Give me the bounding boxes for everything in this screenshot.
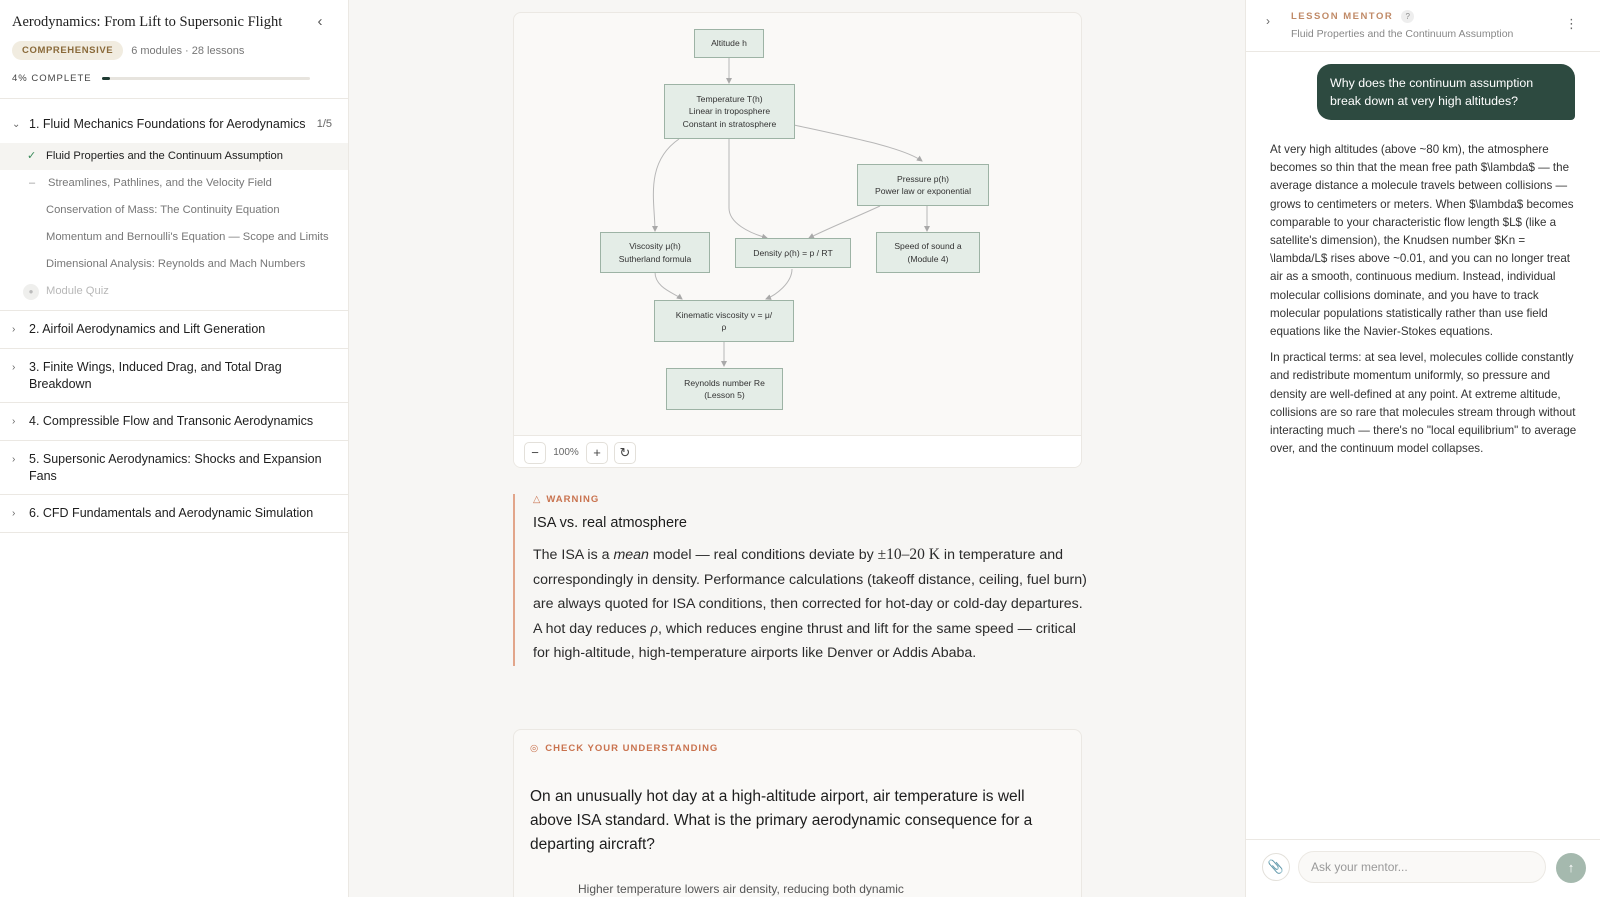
node-kinematic-viscosity: Kinematic viscosity ν = μ/ ρ: [654, 300, 794, 342]
mentor-header: [1246, 0, 1600, 52]
module-title: 6. CFD Fundamentals and Aerodynamic Simulation: [29, 506, 314, 520]
module-4-header[interactable]: [0, 403, 348, 440]
course-header: [0, 0, 348, 99]
check-understanding-card: [513, 729, 1082, 897]
message-composer: [1246, 839, 1600, 897]
node-density: Density ρ(h) = p / RT: [735, 238, 851, 268]
warning-callout: [513, 494, 1088, 666]
warning-title: ISA vs. real atmosphere: [533, 515, 687, 531]
module-title: 2. Airfoil Aerodynamics and Lift Generation: [29, 322, 266, 336]
module-title: 1. Fluid Mechanics Foundations for Aerodynamics: [29, 117, 306, 131]
lesson-label: Conservation of Mass: The Continuity Equation: [46, 204, 280, 216]
module-1-header[interactable]: [0, 99, 348, 143]
assistant-message: [1270, 141, 1582, 458]
node-speed-of-sound: Speed of sound a (Module 4): [876, 232, 980, 273]
edge-viscosity-kinematic: [655, 272, 682, 299]
progress-fill: [102, 77, 110, 80]
level-badge: COMPREHENSIVE: [12, 41, 123, 60]
send-button[interactable]: [1556, 853, 1586, 883]
module-5-header[interactable]: [0, 441, 348, 494]
user-message: Why does the continuum assumption break down at very high altitudes?: [1317, 64, 1575, 120]
zoom-in-button[interactable]: +: [586, 442, 608, 464]
node-altitude: Altitude h: [694, 29, 764, 58]
chevron-right-icon: ›: [12, 362, 16, 373]
module-4: [0, 403, 348, 441]
attach-icon[interactable]: 📎: [1262, 853, 1290, 881]
lesson-item[interactable]: [0, 170, 348, 197]
course-meta: [12, 41, 336, 60]
lesson-item[interactable]: [0, 143, 348, 170]
module-6-header[interactable]: [0, 495, 348, 532]
target-icon: ◎: [530, 743, 540, 754]
lesson-label: Momentum and Bernoulli's Equation — Scope and Limits: [46, 231, 329, 243]
more-options-icon[interactable]: ⋮: [1565, 16, 1578, 31]
mentor-input[interactable]: [1298, 851, 1546, 883]
module-progress-count: 1/5: [316, 118, 332, 130]
module-5: [0, 441, 348, 495]
lesson-label: Dimensional Analysis: Reynolds and Mach Numbers: [46, 258, 306, 270]
warning-label: △ WARNING: [533, 494, 600, 505]
check-icon: ✓: [27, 150, 37, 162]
lesson-item[interactable]: [0, 197, 348, 224]
quiz-label: Module Quiz: [46, 285, 109, 297]
course-progress: [12, 73, 336, 84]
dash-icon: –: [29, 177, 36, 189]
diagram-connectors: [514, 13, 1082, 435]
course-sidebar: [0, 0, 349, 897]
edge-temperature-viscosity: [653, 139, 679, 231]
help-icon[interactable]: ?: [1401, 10, 1414, 23]
module-3: [0, 349, 348, 403]
module-quiz-item[interactable]: [0, 278, 348, 310]
zoom-controls: [514, 435, 1082, 468]
node-temperature: Temperature T(h) Linear in troposphere Constant in stratosphere: [664, 84, 795, 139]
check-question: On an unusually hot day at a high-altitude airport, air temperature is well above ISA standard. What is the primary aerodynamic consequence for a departing aircraft?: [530, 788, 1033, 853]
module-title: 3. Finite Wings, Induced Drag, and Total Drag Breakdown: [29, 360, 282, 391]
lesson-item[interactable]: [0, 251, 348, 278]
chevron-right-icon[interactable]: ›: [1266, 14, 1270, 28]
check-label: ◎ CHECK YOUR UNDERSTANDING: [530, 743, 719, 754]
progress-bar: [102, 77, 310, 80]
edge-density-kinematic: [766, 269, 792, 299]
node-reynolds: Reynolds number Re (Lesson 5): [666, 368, 783, 410]
course-meta-text: 6 modules · 28 lessons: [131, 44, 245, 57]
lesson-label: Fluid Properties and the Continuum Assumption: [46, 150, 283, 162]
edge-temperature-pressure: [794, 125, 922, 161]
mentor-panel: [1245, 0, 1600, 897]
module-2: [0, 311, 348, 349]
course-title: Aerodynamics: From Lift to Supersonic Flight: [12, 14, 283, 30]
edge-pressure-density: [809, 206, 880, 238]
node-viscosity: Viscosity μ(h) Sutherland formula: [600, 232, 710, 273]
module-title: 4. Compressible Flow and Transonic Aerodynamics: [29, 414, 314, 428]
module-3-header[interactable]: [0, 349, 348, 402]
lesson-content: [349, 0, 1245, 897]
node-pressure: Pressure p(h) Power law or exponential: [857, 164, 989, 206]
module-2-header[interactable]: [0, 311, 348, 348]
progress-label: 4% COMPLETE: [12, 73, 92, 84]
arrow-up-icon: ↑: [1567, 860, 1575, 875]
assistant-paragraph: In practical terms: at sea level, molecules collide constantly and redistribute momentum uniformly, so pressure and density are well-defined at any point. At extreme altitude, collisions are so rare that molecules stream through without interacting much — there's no "local equilibrium" to average over, and the continuum model collapses.: [1270, 351, 1577, 456]
answer-option[interactable]: Higher temperature lowers air density, reducing both dynamic: [578, 882, 904, 896]
warning-icon: △: [533, 494, 542, 505]
zoom-level: 100%: [553, 447, 579, 458]
reset-icon[interactable]: ↻: [614, 442, 636, 464]
warning-body: The ISA is a mean model — real conditions deviate by ±10–20 K in temperature and correspondingly in density. Performance calculations (takeoff distance, ceiling, fuel burn) are always quoted for ISA conditions, then corrected for hot-day or cold-day departures. A hot day reduces ρ, which reduces engine thrust and lift for the same speed — critical for high-altitude, high-temperature airports like Denver or Addis Ababa.: [533, 546, 1087, 662]
chevron-down-icon: ⌄: [12, 119, 21, 130]
edge-temperature-density: [729, 139, 767, 238]
collapse-sidebar-icon[interactable]: ‹: [317, 13, 323, 30]
lock-icon: ●: [23, 284, 39, 300]
module-1: [0, 99, 348, 311]
flow-diagram: [513, 12, 1082, 468]
zoom-out-button[interactable]: −: [524, 442, 546, 464]
chevron-right-icon: ›: [12, 324, 16, 335]
chevron-right-icon: ›: [12, 508, 16, 519]
assistant-paragraph: At very high altitudes (above ~80 km), the atmosphere becomes so thin that the mean free path $\lambda$ — the average distance a molecule travels between collisions — grows to centimeters or meters. When $\lambda$ becomes comparable to your characteristic flow length $L$ (like a satellite's dimension), the Knudsen number $Kn = \lambda/L$ rises above ~0.01, and you can no longer treat air as a smooth, continuous medium. Instead, individual molecular collisions dominate, and you have to track molecular populations statistically rather than use field equations like the Navier-Stokes equations.: [1270, 143, 1574, 339]
mentor-title-row: [1291, 10, 1600, 23]
mentor-subtitle: Fluid Properties and the Continuum Assumption: [1291, 28, 1514, 40]
chevron-right-icon: ›: [12, 416, 16, 427]
lesson-label: Streamlines, Pathlines, and the Velocity Field: [48, 177, 272, 189]
lesson-item[interactable]: [0, 224, 348, 251]
mentor-title: LESSON MENTOR: [1291, 11, 1394, 22]
chevron-right-icon: ›: [12, 454, 16, 465]
module-title: 5. Supersonic Aerodynamics: Shocks and Expansion Fans: [29, 452, 322, 483]
module-6: [0, 495, 348, 533]
